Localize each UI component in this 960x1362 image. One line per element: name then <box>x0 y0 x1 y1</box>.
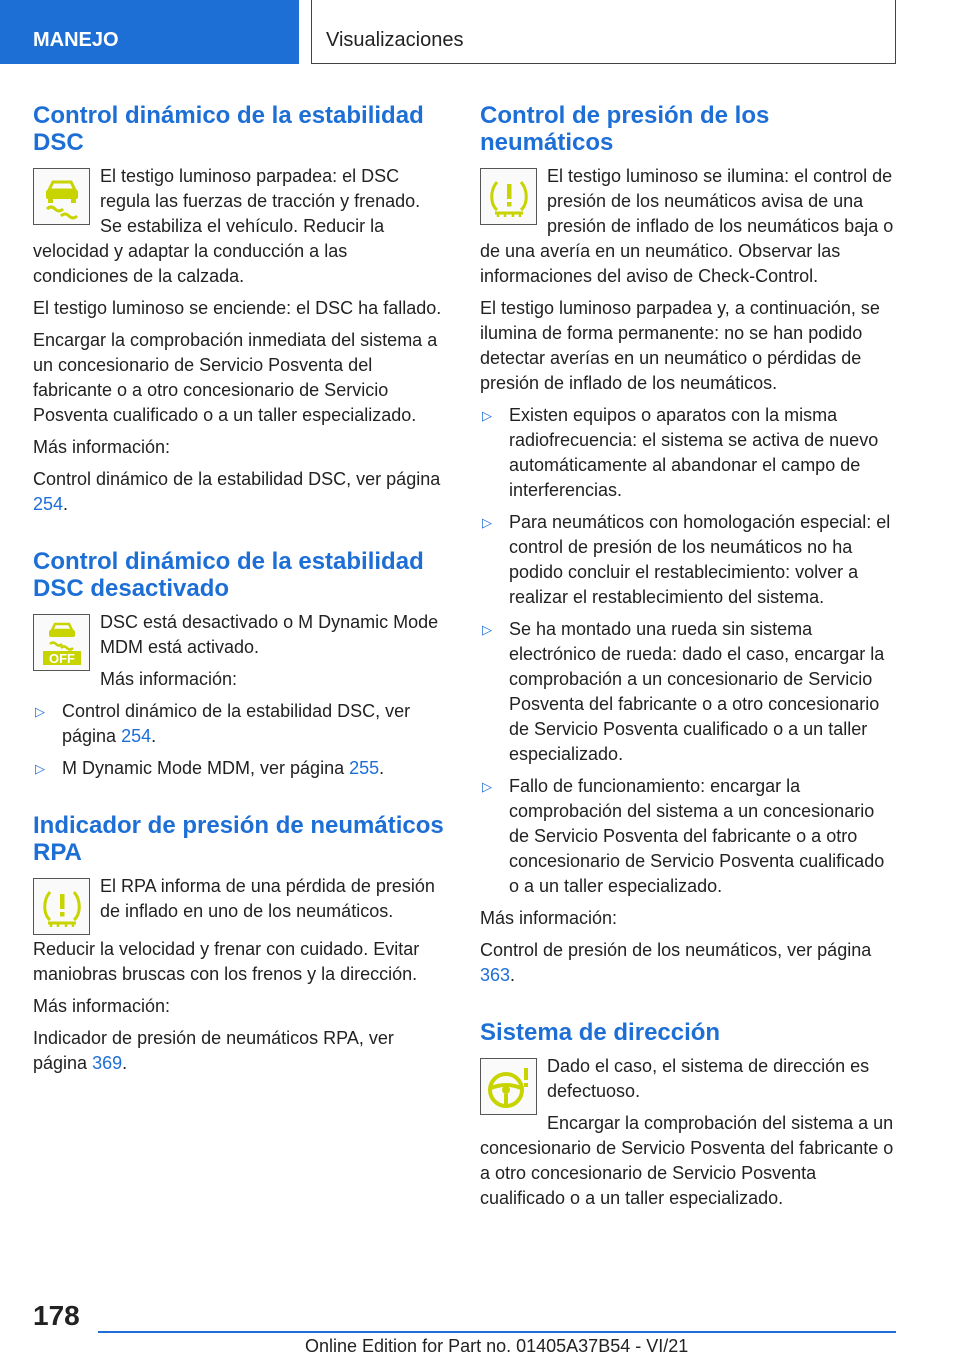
paragraph: El testigo luminoso se ilumina: el control de presión de los neumáticos avisa de una presión de inflado de los neumáticos baja o de una avería en un neumático. Observar las informaciones del aviso de Check-Control. <box>480 166 894 286</box>
section-dsc-off <box>33 548 447 781</box>
reference-paragraph: Indicador de presión de neumáticos RPA, ver página 369. <box>33 1028 394 1073</box>
section-dsc <box>33 102 447 517</box>
warning-block <box>33 874 447 937</box>
warning-block <box>33 610 447 699</box>
section-title: Control de presión de los neumáticos <box>480 102 770 156</box>
list-item: ▷ Existen equipos o aparatos con la misma radiofrecuencia: el sistema se activa de nuevo automáticamente al abandonar el campo de interferencias. <box>482 405 879 500</box>
reference-paragraph: Control dinámico de la estabilidad DSC, ver página 254. <box>33 469 441 514</box>
reference-paragraph: Control de presión de los neumáticos, ver página 363. <box>480 940 872 985</box>
page-link-255[interactable]: 255 <box>349 758 380 778</box>
bullet-list <box>480 403 894 899</box>
page-number: 178 <box>33 1300 80 1331</box>
triangle-bullet-icon: ▷ <box>35 761 45 776</box>
list-item: ▷ Se ha montado una rueda sin sistema electrónico de rueda: dado el caso, encargar la comprobación a un concesionario de Servicio Posventa del fabricante o a otro concesionario de Servicio Posventa cualificado o a un taller especializado. <box>482 619 885 764</box>
more-info-label: Más información: <box>480 908 618 928</box>
page-link-254[interactable]: 254 <box>33 494 64 514</box>
paragraph: Encargar la comprobación del sistema a un concesionario de Servicio Posventa del fabricante o a otro concesionario de Servicio Posventa cualificado o a un taller especializado. <box>480 1113 894 1208</box>
section-tire-pressure-control <box>480 102 894 988</box>
left-column <box>33 102 447 1107</box>
chapter-title: Visualizaciones <box>311 0 896 64</box>
triangle-bullet-icon: ▷ <box>482 408 492 423</box>
section-steering <box>480 1019 894 1218</box>
tire-pressure-warning-icon <box>480 168 537 225</box>
warning-block <box>480 164 894 296</box>
warning-block <box>33 164 447 296</box>
paragraph: Encargar la comprobación inmediata del sistema a un concesionario de Servicio Posventa del fabricante o a otro concesionario de Servicio Posventa cualificado o a un taller especializado. <box>33 330 438 425</box>
warning-block <box>480 1054 894 1218</box>
triangle-bullet-icon: ▷ <box>35 704 45 719</box>
paragraph: El testigo luminoso parpadea y, a continuación, se ilumina de forma permanente: no se han podido detectar averías en un neumático o pérdidas de presión de inflado de los neumáticos. <box>480 298 880 393</box>
section-title: Sistema de dirección <box>480 1019 721 1046</box>
section-title: Indicador de presión de neumáticos RPA <box>33 812 444 866</box>
page-link-369[interactable]: 369 <box>92 1053 123 1073</box>
paragraph: El testigo luminoso se enciende: el DSC ha fallado. <box>33 298 442 318</box>
more-info-label: Más información: <box>33 437 171 457</box>
page-link-254[interactable]: 254 <box>121 726 152 746</box>
section-tab: MANEJO <box>0 0 299 64</box>
off-label: OFF <box>48 650 75 666</box>
page-header <box>0 0 960 66</box>
triangle-bullet-icon: ▷ <box>482 622 492 637</box>
list-item: ▷ Control dinámico de la estabilidad DSC, ver página 254. <box>35 701 411 746</box>
list-item: ▷ Para neumáticos con homologación especial: el control de presión de los neumáticos no ha podido concluir el restablecimiento: volver a realizar el restablecimiento del sistema. <box>482 512 891 607</box>
right-column <box>480 102 894 1249</box>
section-title: Control dinámico de la estabilidad DSC <box>33 102 424 156</box>
section-title: Control dinámico de la estabilidad DSC desactivado <box>33 548 424 602</box>
dsc-skid-car-icon <box>33 168 90 225</box>
paragraph: El testigo luminoso parpadea: el DSC regula las fuerzas de tracción y frenado. Se estabiliza el vehículo. Reducir la velocidad y adaptar la conducción a las condiciones de la calzada. <box>33 166 421 286</box>
paragraph: El RPA informa de una pérdida de presión de inflado en uno de los neumáticos. <box>100 876 435 921</box>
footer-divider <box>98 1331 896 1333</box>
edition-note: Online Edition for Part no. 01405A37B54 - VI/21 <box>305 1336 689 1356</box>
tire-pressure-warning-icon <box>33 878 90 935</box>
list-item: ▷ Fallo de funcionamiento: encargar la comprobación del sistema a un concesionario de Servicio Posventa del fabricante o a otro concesionario de Servicio Posventa cualificado o a un taller especializado. <box>482 776 885 896</box>
page-link-363[interactable]: 363 <box>480 965 511 985</box>
paragraph: DSC está desactivado o M Dynamic Mode MDM está activado. <box>100 612 439 657</box>
steering-wheel-warning-icon <box>480 1058 537 1115</box>
paragraph: Reducir la velocidad y frenar con cuidado. Evitar maniobras bruscas con los frenos y la dirección. <box>33 939 420 984</box>
section-rpa <box>33 812 447 1076</box>
triangle-bullet-icon: ▷ <box>482 515 492 530</box>
list-item: ▷ M Dynamic Mode MDM, ver página 255. <box>33 756 447 781</box>
reference-list <box>33 699 447 781</box>
more-info-label: Más información: <box>33 996 171 1016</box>
more-info-label: Más información: <box>100 669 238 689</box>
dsc-off-icon <box>33 614 90 671</box>
triangle-bullet-icon: ▷ <box>482 779 492 794</box>
paragraph: Dado el caso, el sistema de dirección es defectuoso. <box>547 1056 870 1101</box>
